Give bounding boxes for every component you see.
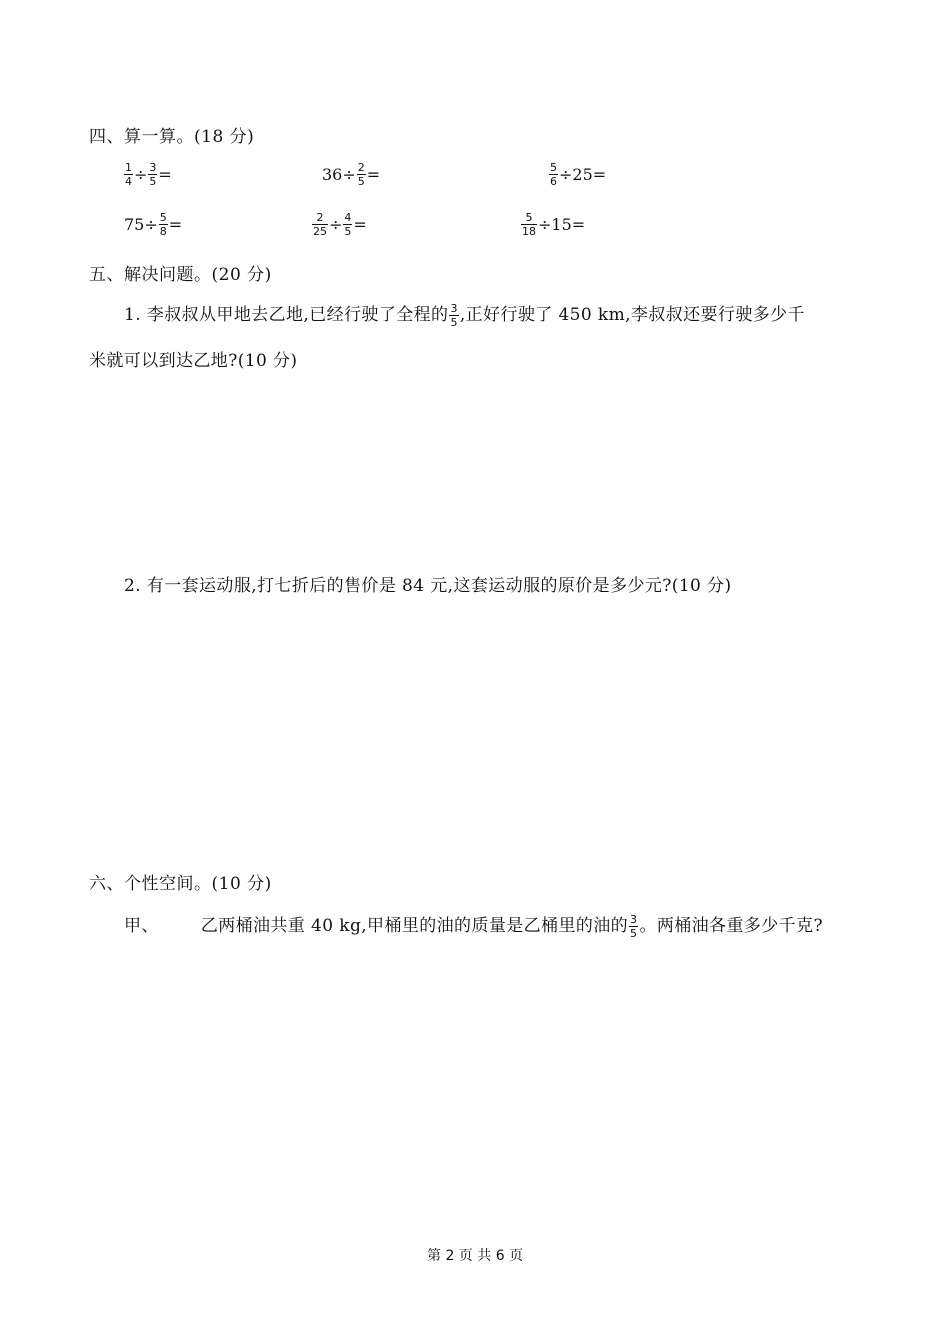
fraction: $\frac{4}{5}$ [344, 211, 352, 238]
question-1-line-2: 米就可以到达乙地?(10 分) [89, 351, 298, 371]
fraction: $\frac{2}{5}$ [357, 161, 365, 188]
fraction: $\frac{1}{4}$ [125, 161, 132, 188]
fraction: $\frac{5}{18}$ [522, 211, 536, 238]
section4-heading: 四、算一算。(18 分) [89, 127, 255, 147]
fraction: $\frac{5}{6}$ [550, 161, 557, 188]
page-footer: 第 2 页 共 6 页 [427, 1248, 524, 1264]
question-6: 甲、 乙两桶油共重 40 kg,甲桶里的油的质量是乙桶里的油的 $\frac{3}{5}$ 。两桶油各重多少千克? [124, 913, 823, 940]
fraction: $\frac{2}{25}$ [313, 211, 327, 238]
calc-problem-5: $\frac{2}{25}$ ÷ $\frac{4}{5}$ = [313, 211, 367, 238]
fraction: $\frac{3}{5}$ [149, 161, 157, 188]
calc-problem-1: $\frac{1}{4}$ ÷ $\frac{3}{5}$ = [125, 161, 172, 188]
question-1-line-1: 1. 李叔叔从甲地去乙地,已经行驶了全程的 $\frac{3}{5}$ ,正好行驶了 450 km,李叔叔还要行驶多少千 [124, 302, 805, 329]
section5-heading: 五、解决问题。(20 分) [89, 265, 272, 285]
fraction: $\frac{3}{5}$ [450, 302, 458, 329]
calc-problem-4: 75÷ $\frac{5}{8}$ = [124, 211, 183, 238]
calc-problem-3: $\frac{5}{6}$ ÷25= [550, 161, 607, 188]
calc-problem-2: 36÷ $\frac{2}{5}$ = [322, 161, 381, 188]
calc-problem-6: $\frac{5}{18}$ ÷15= [522, 211, 586, 238]
section6-heading: 六、个性空间。(10 分) [89, 874, 272, 894]
fraction: $\frac{5}{8}$ [159, 211, 167, 238]
fraction: $\frac{3}{5}$ [630, 913, 638, 940]
question-2: 2. 有一套运动服,打七折后的售价是 84 元,这套运动服的原价是多少元?(10 分) [124, 576, 732, 596]
